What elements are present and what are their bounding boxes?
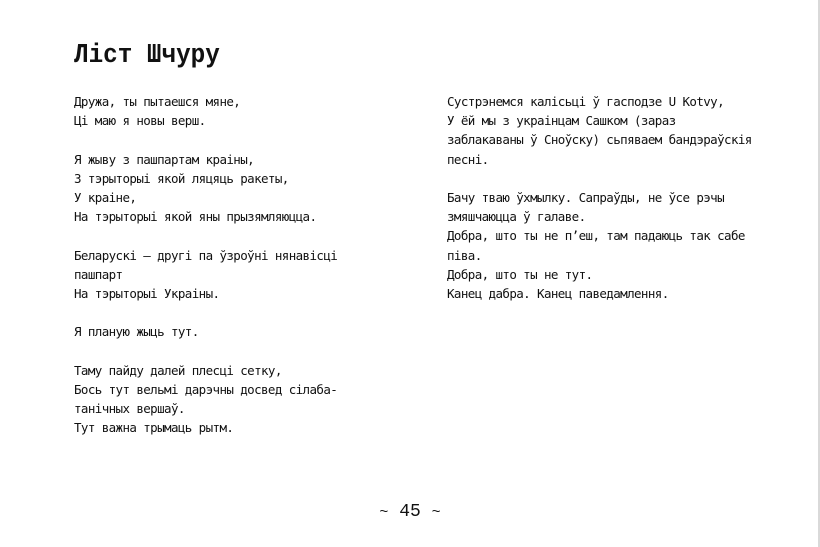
poem-line: Дружа, ты пытаешся мяне, xyxy=(74,94,241,109)
poem-line: У ёй мы з украінцам Сашком (зараз xyxy=(447,113,676,129)
poem-line: Бачу тваю ўхмылку. Сапраўды, не ўсе рэчы xyxy=(447,190,725,205)
poem-line: заблакаваны ў Сноўску) сьпяваем бандэраўскія xyxy=(447,132,752,148)
poem-line: Добра, што ты не тут. xyxy=(447,266,593,282)
poem-line: З тэрыторыі якой ляцяць ракеты, xyxy=(74,170,289,186)
stanza xyxy=(74,322,374,341)
stanza xyxy=(74,92,374,130)
page-number xyxy=(0,500,820,525)
poem-right-column xyxy=(447,92,777,322)
page-number-prefix: ~ xyxy=(379,504,389,521)
stanza xyxy=(74,150,374,227)
page-number-suffix: ~ xyxy=(431,504,441,521)
poem-line: пашпарт xyxy=(74,266,123,282)
poem-line: змяшчаюцца ў галаве. xyxy=(447,209,586,225)
stanza xyxy=(74,246,374,304)
poem-line: песні. xyxy=(447,151,489,167)
page-title: Ліст Шчуру xyxy=(74,41,220,71)
stanza xyxy=(447,188,777,303)
poem-line: Я планую жыць тут. xyxy=(74,324,199,340)
poem-line: Добра, што ты не п’еш, там падаюць так сабе xyxy=(447,228,745,244)
poem-line: Ці маю я новы верш. xyxy=(74,113,206,129)
poem-line: У краіне, xyxy=(74,190,137,205)
poem-line: Беларускі — другі па ўзроўні нянавісці xyxy=(74,247,338,263)
stanza xyxy=(447,92,777,169)
poem-line: Сустрэнемся калісьці ў гасподзе U Kotvy, xyxy=(447,94,725,109)
poem-line: Я жыву з пашпартам краіны, xyxy=(74,151,255,167)
poem-line: танічных вершаў. xyxy=(74,401,185,417)
poem-line: піва. xyxy=(447,247,482,263)
poem-line: Бось тут вельмі дарэчны досвед сілаба- xyxy=(74,381,338,397)
poem-line: Тут важна трымаць рытм. xyxy=(74,420,234,436)
page-number-value: 45 xyxy=(399,502,421,522)
stanza xyxy=(74,361,374,438)
poem-left-column xyxy=(74,92,374,457)
poem-line: На тэрыторыі Украіны. xyxy=(74,286,220,301)
poem-line: На тэрыторыі якой яны прызямляюцца. xyxy=(74,209,317,225)
poem-line: Канец дабра. Канец паведамлення. xyxy=(447,286,669,302)
poem-line: Таму пайду далей плесці сетку, xyxy=(74,362,282,378)
